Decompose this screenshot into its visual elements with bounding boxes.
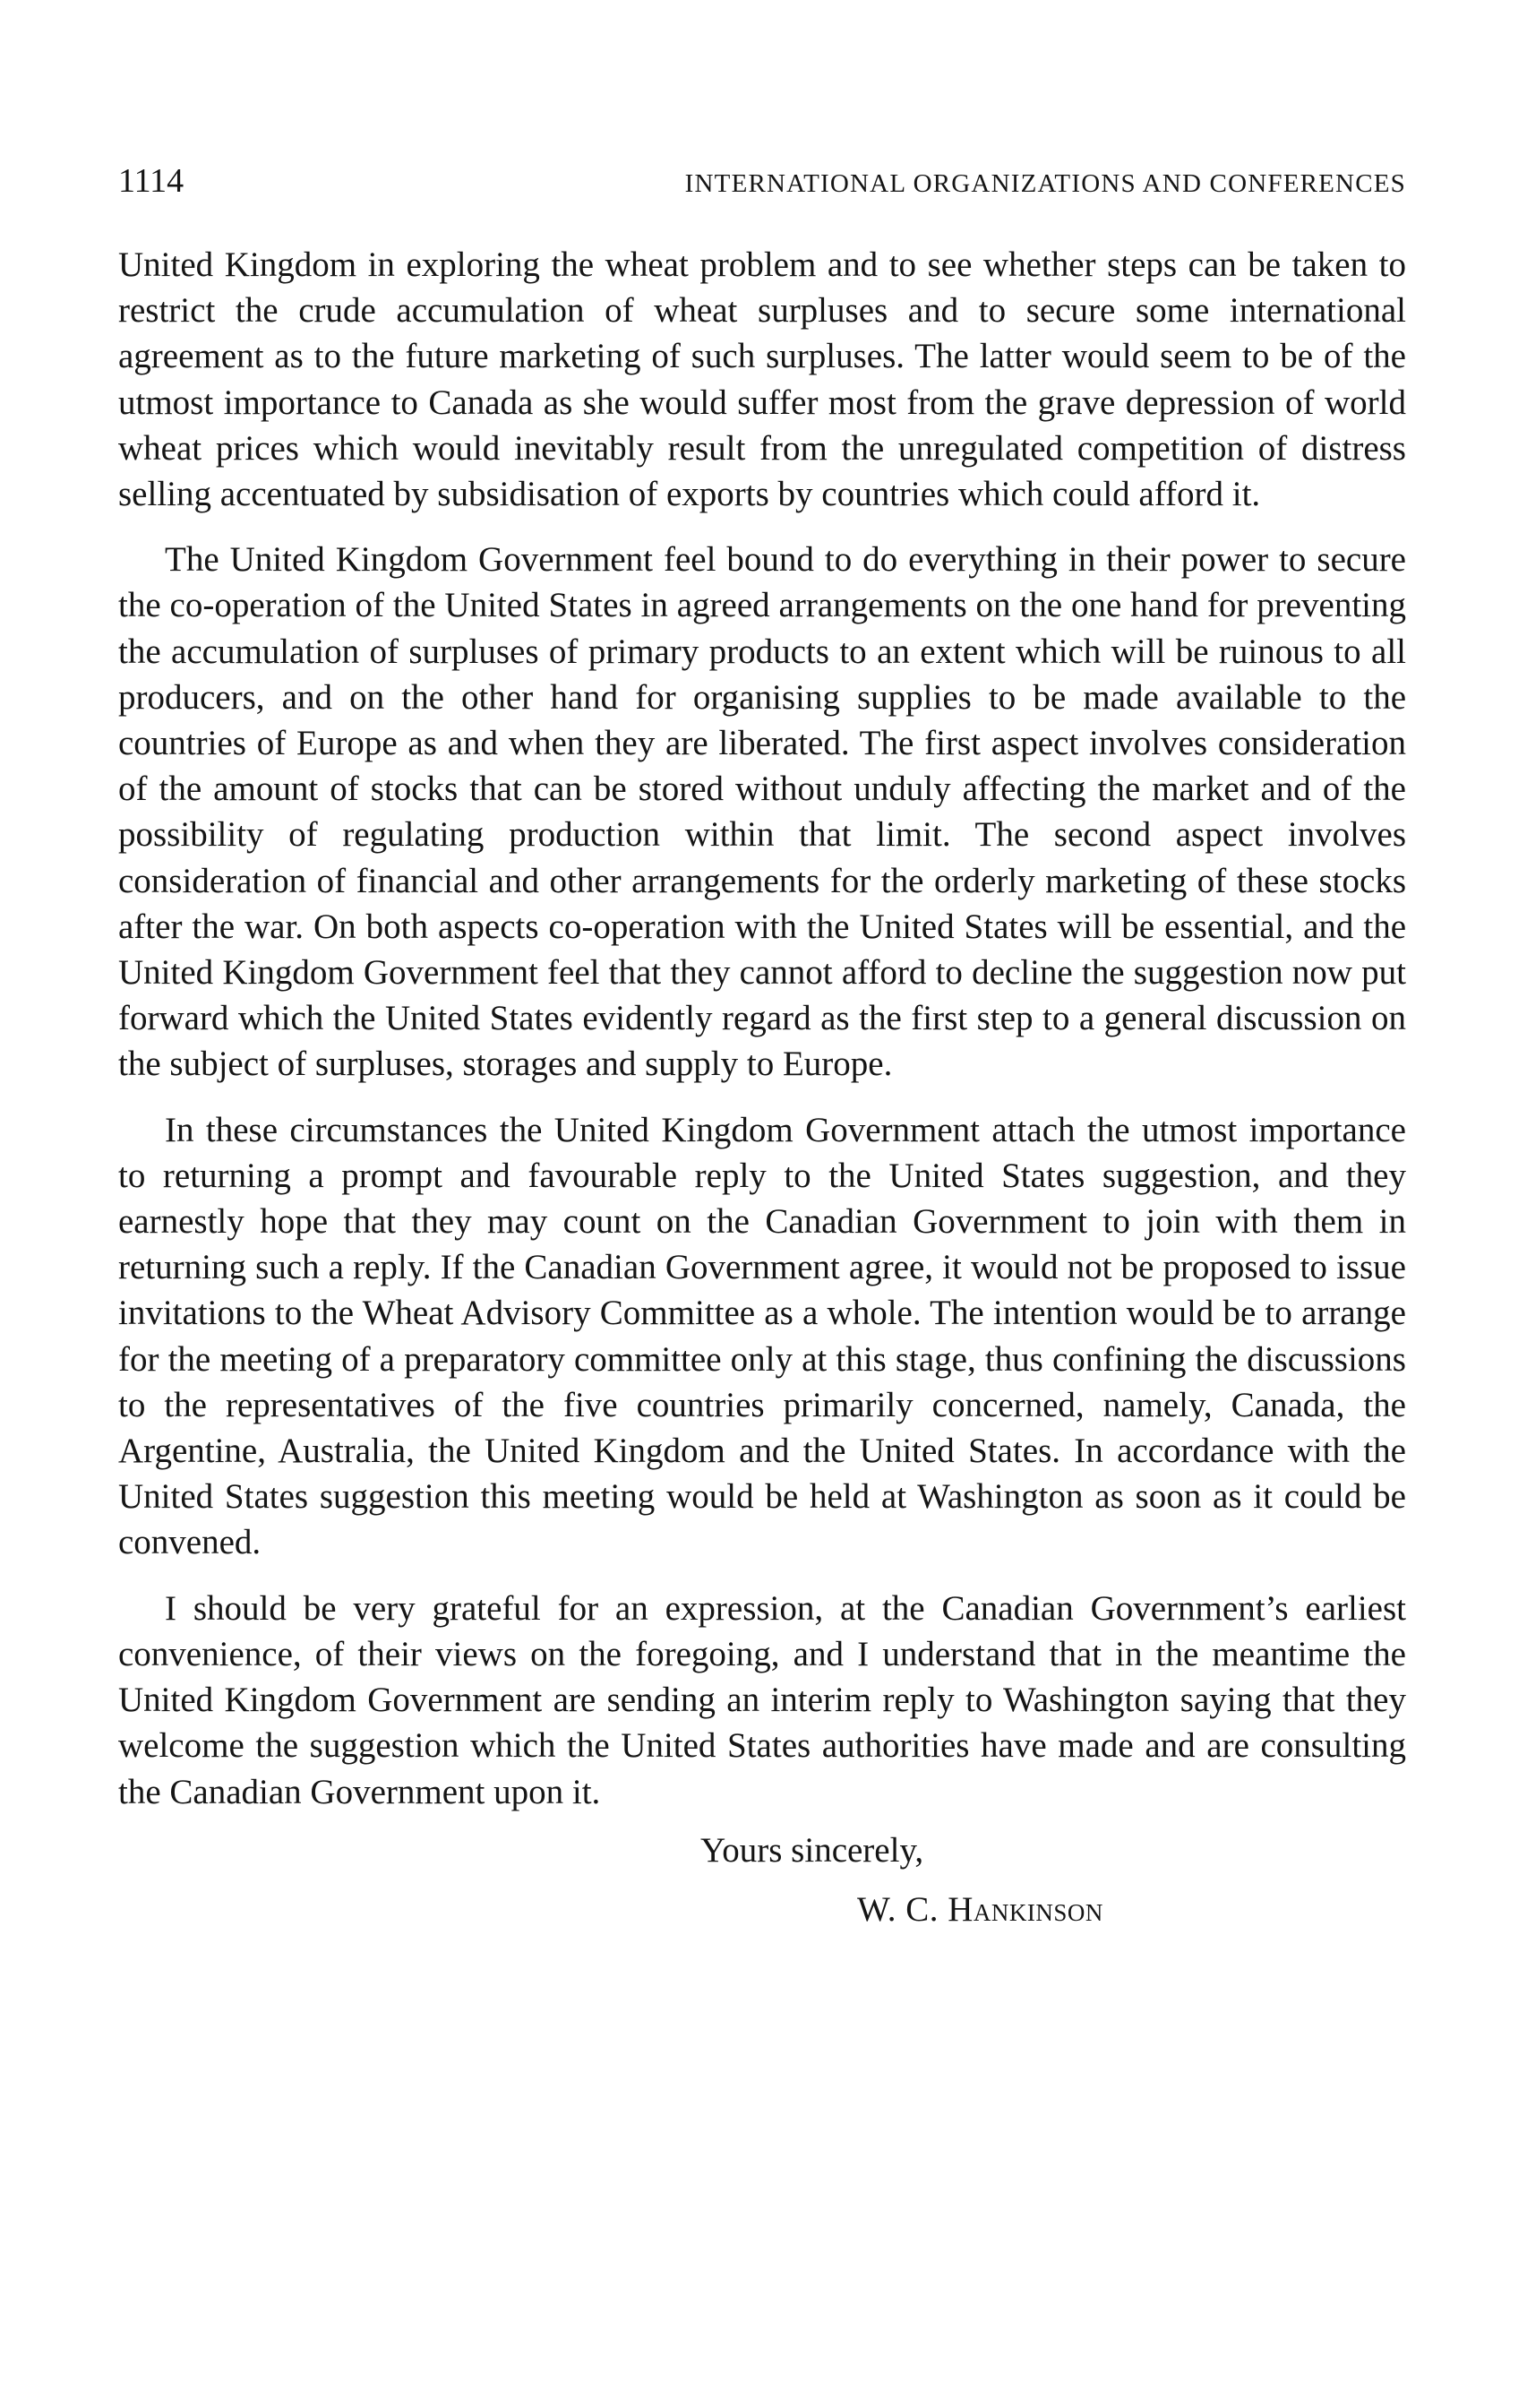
signature: W. C. Hankinson [857,1889,1103,1929]
letter-closing [700,1828,1406,1933]
paragraph: I should be very grateful for an expression, at the Canadian Government’s earliest convenience, of their views on the foregoing, and I understand that in the meantime the United Kingdom Government are sending an interim reply to Washington saying that they welcome the suggestion which the United States authorities have made and are consulting the Canadian Government upon it. [118,1588,1406,1811]
paragraph-continued: United Kingdom in exploring the wheat problem and to see whether steps can be taken to restrict the crude accumulation of wheat surpluses and to secure some international agreement as to the future marketing of such surpluses. The latter would seem to be of the utmost importance to Canada as she would suffer most from the grave depression of world wheat prices which would inevitably result from the unregulated competition of distress selling accentuated by subsidisation of exports by countries which could afford it. [118,245,1406,514]
paragraph: In these circumstances the United Kingdom Government attach the utmost importance to returning a prompt and favourable reply to the United States suggestion, and they earnestly hope that they may count on the Canadian Government to join with them in returning such a reply. If the Canadian Government agree, it would not be proposed to issue invitations to the Wheat Advisory Committee as a whole. The intention would be to arrange for the meeting of a preparatory committee only at this stage, thus confining the discussions to the representatives of the five countries primarily concerned, namely, Canada, the Argentine, Australia, the United Kingdom and the United States. In accordance with the United States suggestion this meeting would be held at Washington as soon as it could be convened. [118,1110,1406,1562]
running-head [118,161,1406,208]
page-number: 1114 [118,162,184,200]
running-title-text: INTERNATIONAL ORGANIZATIONS AND CONFERENCES [684,169,1406,198]
letter-body [118,242,1406,1815]
salutation: Yours sincerely, [700,1830,924,1870]
running-title [342,169,1406,199]
paragraph: The United Kingdom Government feel bound to do everything in their power to secure the co-operation of the United States in agreed arrangements on the one hand for preventing the accumulation of surpluses of primary products to an extent which will be ruinous to all producers, and on the other hand for organising supplies to be made available to the countries of Europe as and when they are liberated. The first aspect involves consideration of the amount of stocks that can be stored without unduly affecting the market and of the possibility of regulating production within that limit. The second aspect involves consideration of financial and other arrangements for the orderly marketing of these stocks after the war. On both aspects co-operation with the United States will be essential, and the United Kingdom Government feel that they cannot afford to decline the suggestion now put forward which the United States evidently regard as the first step to a general discussion on the subject of surpluses, storages and supply to Europe. [118,540,1406,1084]
